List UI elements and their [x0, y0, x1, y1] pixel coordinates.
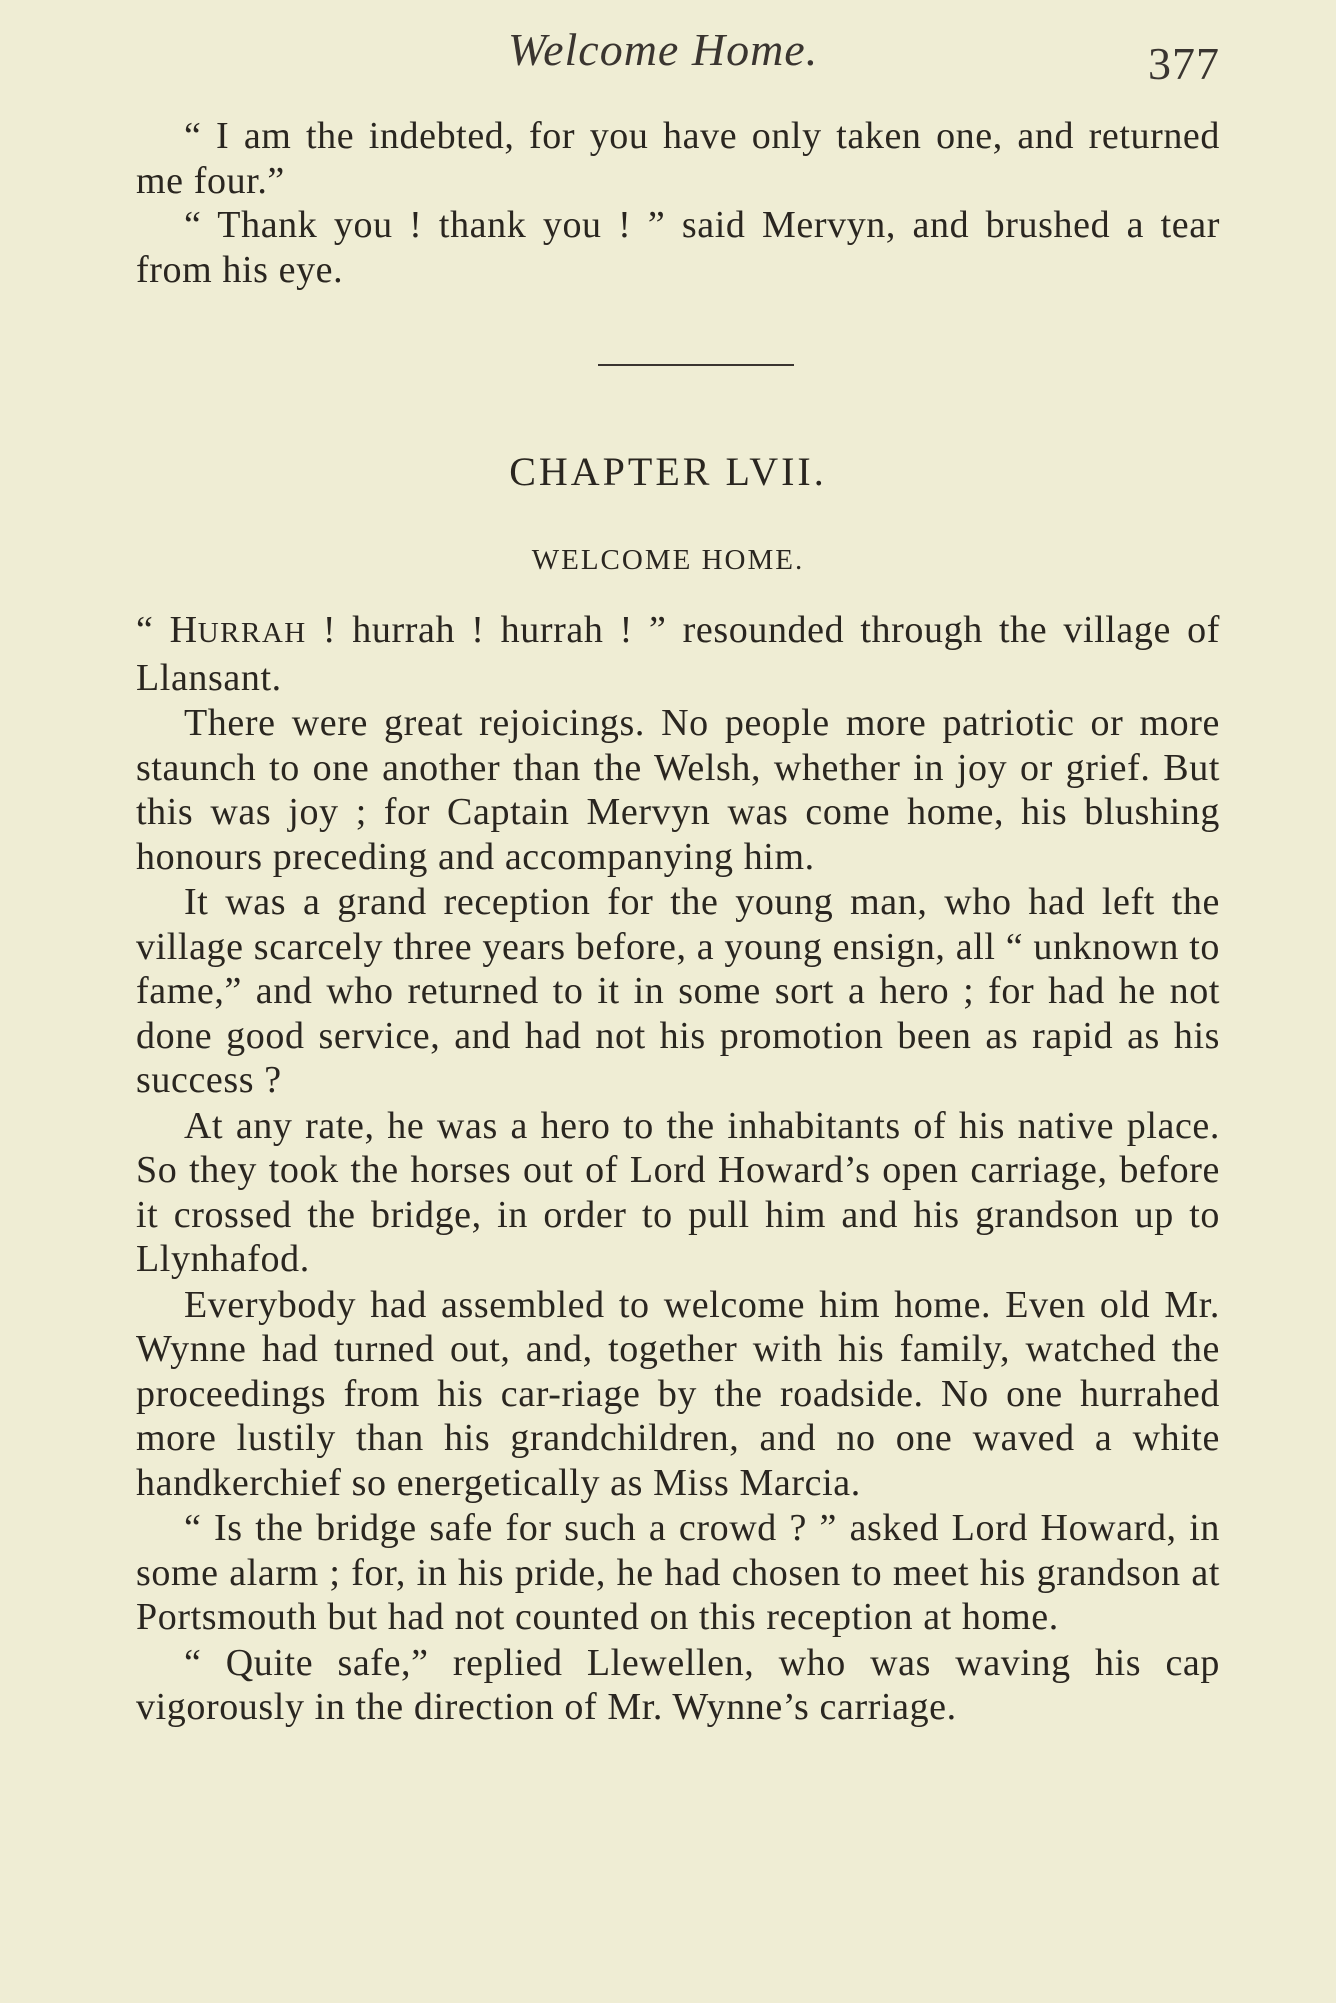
opening-quote: “: [136, 609, 170, 651]
paragraph: Everybody had assembled to welcome him home. Even old Mr. Wynne had turned out, and, together with his family, watched the proceedings from his car-riage by the roadside. No one hurrahed more lustily than his grandchildren, and no one waved a white handkerchief so energetically as Miss Marcia.: [136, 1283, 1220, 1504]
opening-word-rest: URRAH: [197, 617, 307, 649]
page-number: 377: [1148, 38, 1220, 89]
paragraph: It was a grand reception for the young man, who had left the village scarcely three years before, a young ensign, all “ unknown to fame,” and who returned to it in some sort a hero ; for had he not done good service, and had not his promotion been as rapid as his success ?: [136, 881, 1220, 1101]
continued-text: [136, 114, 1220, 292]
paragraph: “ Quite safe,” replied Llewellen, who was waving his cap vigorously in the direction of Mr. Wynne’s carriage.: [136, 1641, 1220, 1728]
chapter-text: [136, 608, 1220, 1731]
opening-paragraph: [136, 608, 1220, 700]
paragraph: There were great rejoicings. No people more patriotic or more staunch to one another than the Welsh, whether in joy or grief. But this was joy ; for Captain Mervyn was come home, his blushing honours preceding and accompanying him.: [136, 702, 1220, 878]
paragraph: “ Thank you ! thank you ! ” said Mervyn, and brushed a tear from his eye.: [136, 204, 1220, 291]
section-divider: [598, 364, 794, 366]
paragraph: “ I am the indebted, for you have only taken one, and returned me four.”: [136, 115, 1220, 202]
chapter-title: WELCOME HOME.: [531, 544, 805, 576]
paragraph: At any rate, he was a hero to the inhabitants of his native place. So they took the horses out of Lord Howard’s open carriage, before it crossed the bridge, in order to pull him and his grandson up to Llynhafod.: [136, 1104, 1220, 1280]
opening-initial: H: [169, 609, 198, 651]
chapter-number: CHAPTER LVII.: [509, 449, 827, 494]
running-title: Welcome Home.: [508, 24, 819, 75]
opening-remainder: ! hurrah ! hurrah ! ” resounded through the village of Llansant.: [136, 609, 1220, 699]
paragraph: “ Is the bridge safe for such a crowd ? ” asked Lord Howard, in some alarm ; for, in his pride, he had chosen to meet his grandson at Portsmouth but had not counted on this reception at home.: [136, 1507, 1220, 1638]
